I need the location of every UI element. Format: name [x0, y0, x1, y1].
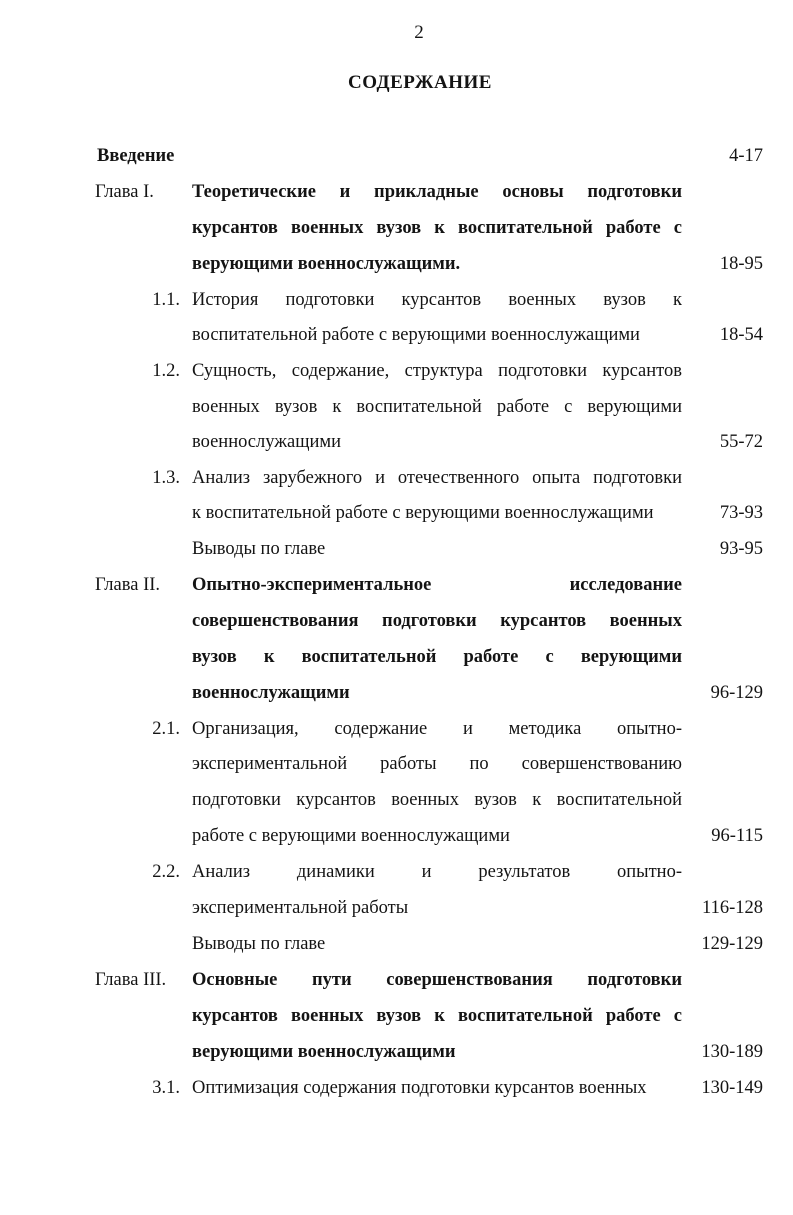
toc-entry-intro: [0, 138, 793, 174]
chapter-2-label: Глава II.: [95, 575, 161, 595]
section-title-line: Оптимизация содержания подготовки курсантов военных: [192, 1078, 647, 1098]
conclusions-pages: 129-129: [701, 934, 763, 954]
toc-section-2-2-line-2: [0, 890, 793, 926]
toc-chapter-1-line-3: [0, 246, 793, 282]
section-title-line: к воспитательной работе с верующими военнослужащими: [192, 503, 654, 523]
toc-chapter-3-line-2: [0, 998, 793, 1034]
section-pages: 116-128: [702, 898, 763, 918]
chapter-3-title-line: Основные пути совершенствования подготовки: [192, 970, 682, 990]
toc-chapter-2-line-4: [0, 675, 793, 711]
section-title-line: военнослужащими: [192, 432, 342, 452]
chapter-3-label: Глава III.: [95, 970, 167, 990]
toc-chapter-1-line-1: [0, 174, 793, 210]
toc-section-1-2-line-2: [0, 389, 793, 425]
section-pages: 18-54: [719, 325, 763, 345]
conclusions-label: Выводы по главе: [192, 539, 326, 559]
toc-chapter-2-conclusions: [0, 926, 793, 962]
toc-section-2-1-line-3: [0, 782, 793, 818]
toc-chapter-2-line-2: [0, 603, 793, 639]
section-title-line: Анализ динамики и результатов опытно-: [192, 862, 682, 882]
chapter-1-pages: 18-95: [719, 254, 763, 274]
section-pages: 55-72: [719, 432, 763, 452]
toc-chapter-3-line-1: [0, 962, 793, 998]
chapter-2-pages: 96-129: [710, 683, 763, 703]
chapter-1-title-line: курсантов военных вузов к воспитательной работе с: [192, 218, 682, 238]
section-number: 1.1.: [152, 290, 180, 310]
toc-chapter-1-conclusions: [0, 531, 793, 567]
section-number: 3.1.: [152, 1078, 180, 1098]
section-number: 2.1.: [152, 719, 180, 739]
conclusions-pages: 93-95: [719, 539, 763, 559]
page-number: 2: [414, 22, 424, 43]
toc-chapter-2-line-1: [0, 567, 793, 603]
toc-section-2-1-line-4: [0, 818, 793, 854]
toc-section-1-1-line-1: [0, 282, 793, 318]
section-pages: 73-93: [719, 503, 763, 523]
toc-section-3-1-line-1: [0, 1070, 793, 1106]
chapter-2-title-line: военнослужащими: [192, 683, 350, 703]
intro-label: Введение: [97, 146, 175, 166]
section-title-line: подготовки курсантов военных вузов к воспитательной: [192, 790, 682, 810]
section-title-line: История подготовки курсантов военных вузов к: [192, 290, 682, 310]
conclusions-label: Выводы по главе: [192, 934, 326, 954]
page-title: СОДЕРЖАНИЕ: [348, 72, 492, 93]
chapter-2-title-line: совершенствования подготовки курсантов военных: [192, 611, 682, 631]
toc-section-1-2-line-3: [0, 424, 793, 460]
toc-section-2-1-line-2: [0, 746, 793, 782]
section-title-line: Сущность, содержание, структура подготовки курсантов: [192, 361, 682, 381]
section-title-line: Анализ зарубежного и отечественного опыта подготовки: [192, 468, 682, 488]
chapter-1-title-line: Теоретические и прикладные основы подготовки: [192, 182, 682, 202]
section-title-line: экспериментальной работы по совершенствованию: [192, 754, 682, 774]
section-pages: 96-115: [711, 826, 763, 846]
toc-chapter-1-line-2: [0, 210, 793, 246]
chapter-1-title-line: верующими военнослужащими.: [192, 254, 461, 274]
chapter-3-pages: 130-189: [701, 1042, 763, 1062]
toc-chapter-3-line-3: [0, 1034, 793, 1070]
chapter-3-title-line: курсантов военных вузов к воспитательной работе с: [192, 1006, 682, 1026]
toc-section-1-1-line-2: [0, 317, 793, 353]
section-title-line: Организация, содержание и методика опытно-: [192, 719, 682, 739]
section-number: 1.2.: [152, 361, 180, 381]
section-number: 1.3.: [152, 468, 180, 488]
chapter-1-label: Глава I.: [95, 182, 154, 202]
chapter-3-title-line: верующими военнослужащими: [192, 1042, 456, 1062]
toc-section-2-1-line-1: [0, 711, 793, 747]
section-pages: 130-149: [701, 1078, 763, 1098]
intro-pages: 4-17: [729, 146, 763, 166]
section-title-line: работе с верующими военнослужащими: [192, 826, 510, 846]
section-number: 2.2.: [152, 862, 180, 882]
toc-section-2-2-line-1: [0, 854, 793, 890]
toc-chapter-2-line-3: [0, 639, 793, 675]
section-title-line: воспитательной работе с верующими военнослужащими: [192, 325, 640, 345]
chapter-2-title-line: вузов к воспитательной работе с верующими: [192, 647, 682, 667]
toc-section-1-3-line-1: [0, 460, 793, 496]
toc-section-1-3-line-2: [0, 495, 793, 531]
chapter-2-title-line: Опытно-экспериментальное исследование: [192, 575, 682, 595]
section-title-line: экспериментальной работы: [192, 898, 409, 918]
section-title-line: военных вузов к воспитательной работе с верующими: [192, 397, 682, 417]
toc-section-1-2-line-1: [0, 353, 793, 389]
